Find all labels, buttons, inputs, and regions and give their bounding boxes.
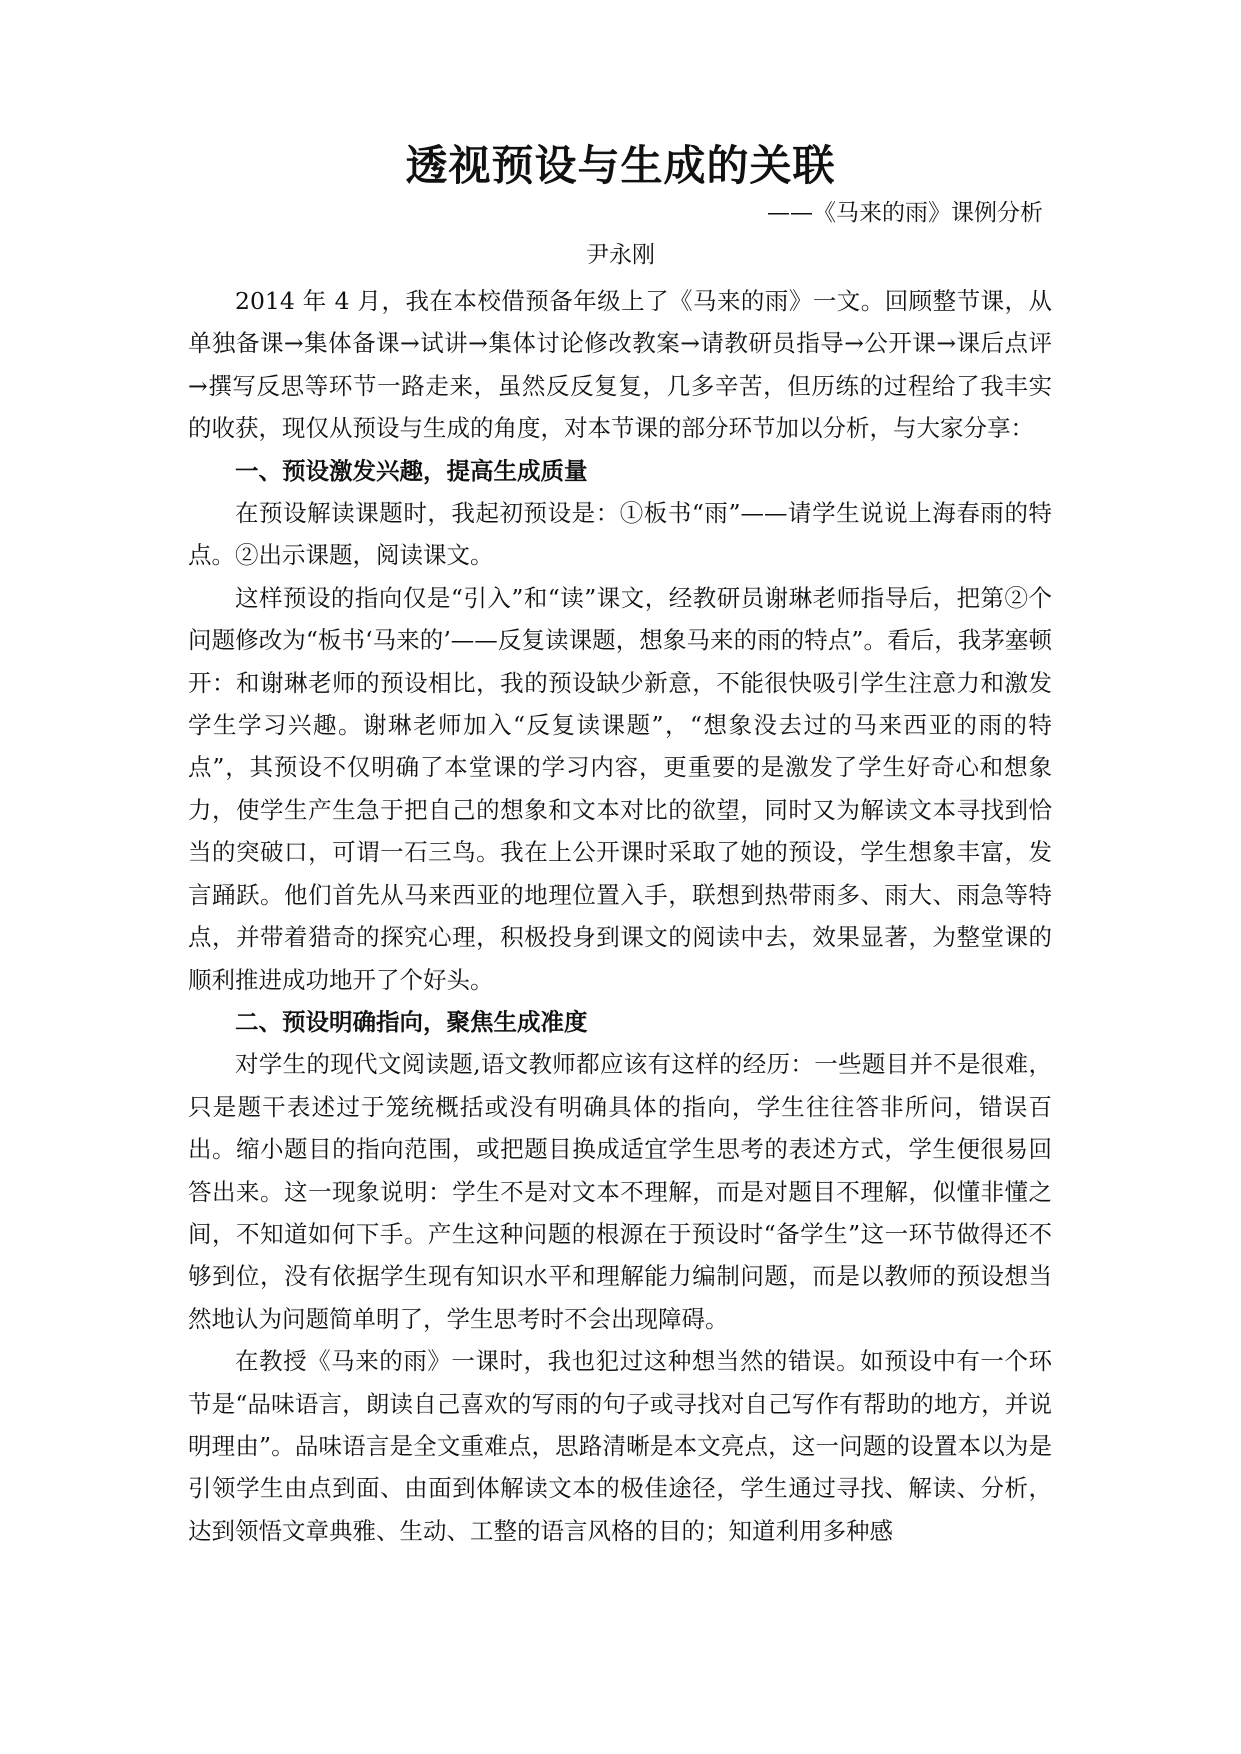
author-name: 尹永刚 — [586, 242, 655, 268]
section1-paragraph-1: 在预设解读课题时，我起初预设是：①板书“雨”——请学生说说上海春雨的特点。②出示课题，阅读课文。 — [188, 499, 1052, 570]
section2-paragraph-2: 在教授《马来的雨》一课时，我也犯过这种想当然的错误。如预设中有一个环节是“品味语言，朗读自己喜欢的写雨的句子或寻找对自己写作有帮助的地方，并说明理由”。品味语言是全文重难点，思路清晰是本文亮点，这一问题的设置本以为是引领学生由点到面、由面到体解读文本的极佳途径，学生通过寻找、解读、分析，达到领悟文章典雅、生动、工整的语言风格的目的；知道利用多种感 — [188, 1347, 1052, 1545]
intro-paragraph: 2014 年 4 月，我在本校借预备年级上了《马来的雨》一文。回顾整节课，从单独备课→集体备课→试讲→集体讨论修改教案→请教研员指导→公开课→课后点评→撰写反思等环节一路走来，虽然反反复复，几多辛苦，但历练的过程给了我丰实的收获，现仅从预设与生成的角度，对本节课的部分环节加以分析，与大家分享： — [188, 287, 1052, 443]
section2-paragraph-1: 对学生的现代文阅读题,语文教师都应该有这样的经历：一些题目并不是很难，只是题干表述过于笼统概括或没有明确具体的指向，学生往往答非所问，错误百出。缩小题目的指向范围，或把题目换成适宜学生思考的表述方式，学生便很易回答出来。这一现象说明：学生不是对文本不理解，而是对题目不理解，似懂非懂之间，不知道如何下手。产生这种问题的根源在于预设时“备学生”这一环节做得还不够到位，没有依据学生现有知识水平和理解能力编制问题，而是以教师的预设想当然地认为问题简单明了，学生思考时不会出现障碍。 — [188, 1050, 1052, 1333]
page-title: 透视预设与生成的关联 — [405, 141, 836, 190]
section-heading-1: 一、预设激发兴趣，提高生成质量 — [235, 456, 588, 485]
article-body — [188, 280, 1052, 1552]
page-subtitle: ——《马来的雨》课例分析 — [767, 200, 1043, 226]
section1-paragraph-2: 这样预设的指向仅是“引入”和“读”课文，经教研员谢琳老师指导后，把第②个问题修改为“板书‘马来的’——反复读课题，想象马来的雨的特点”。看后，我茅塞顿开：和谢琳老师的预设相比，我的预设缺少新意，不能很快吸引学生注意力和激发学生学习兴趣。谢琳老师加入“反复读课题”，“想象没去过的马来西亚的雨的特点”，其预设不仅明确了本堂课的学习内容，更重要的是激发了学生好奇心和想象力，使学生产生急于把自己的想象和文本对比的欲望，同时又为解读文本寻找到恰当的突破口，可谓一石三鸟。我在上公开课时采取了她的预设，学生想象丰富，发言踊跃。他们首先从马来西亚的地理位置入手，联想到热带雨多、雨大、雨急等特点，并带着猎奇的探究心理，积极投身到课文的阅读中去，效果显著，为整堂课的顺利推进成功地开了个好头。 — [188, 583, 1052, 994]
section-heading-2: 二、预设明确指向，聚焦生成准度 — [235, 1007, 588, 1036]
